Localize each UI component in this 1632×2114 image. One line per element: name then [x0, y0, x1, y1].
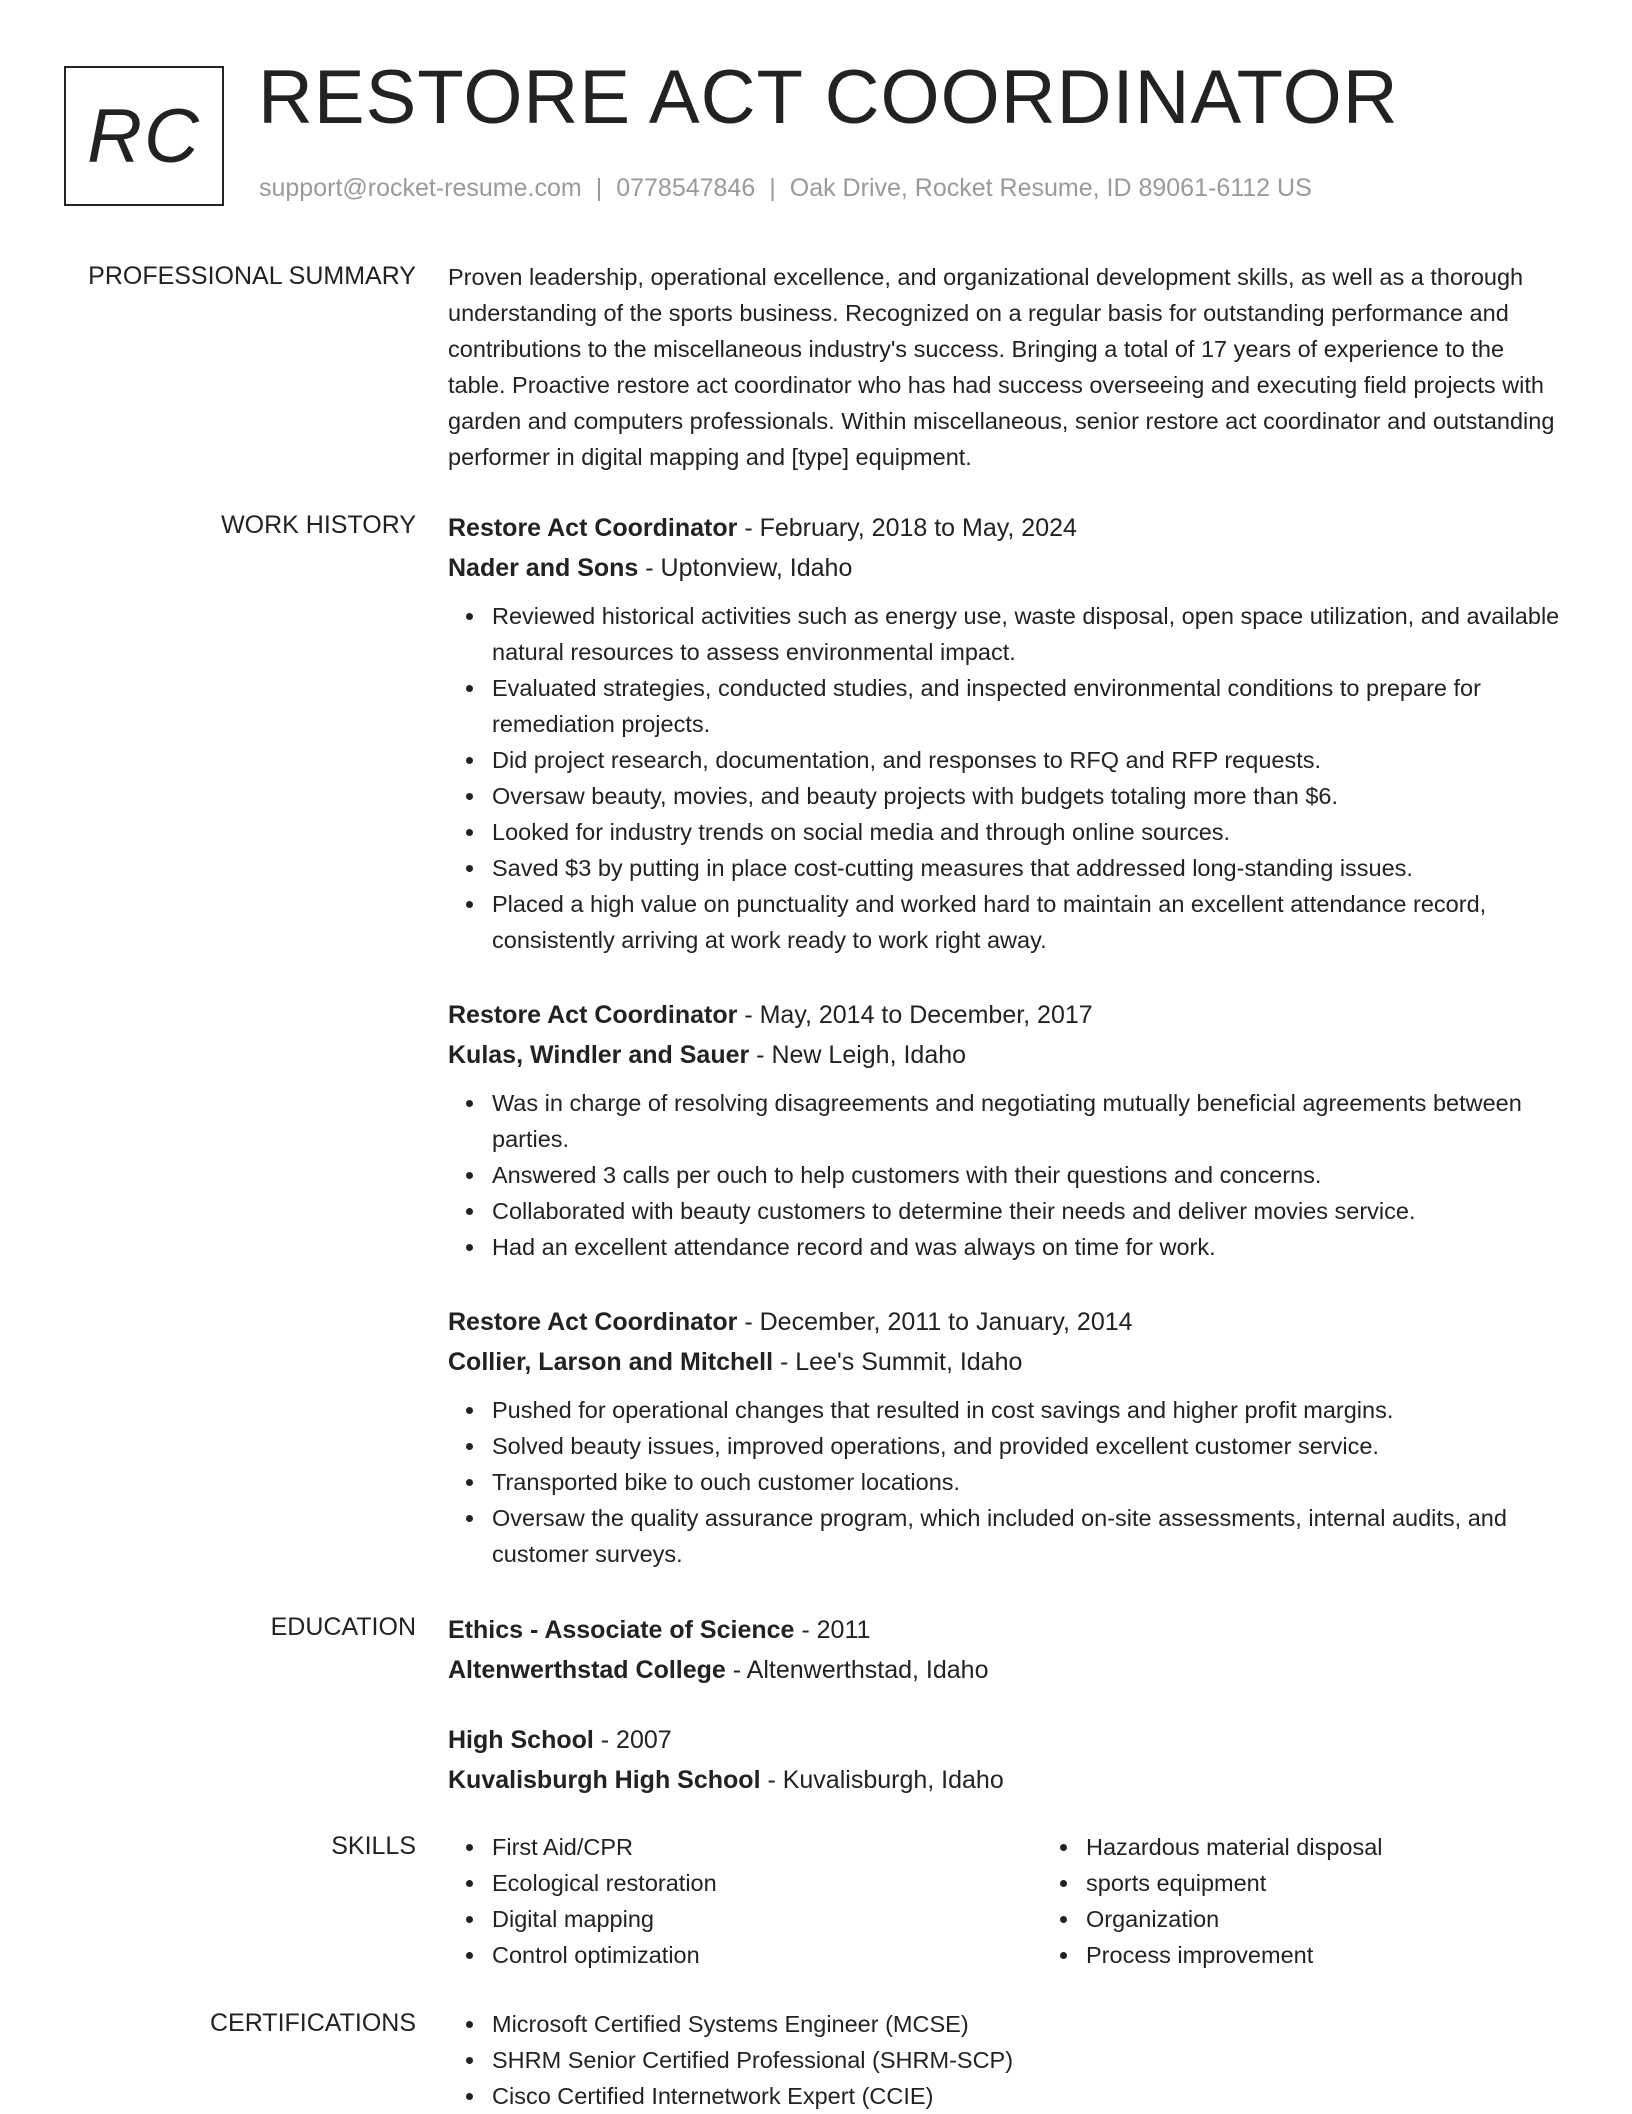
separator: |	[595, 174, 603, 202]
job-role: Restore Act Coordinator	[448, 1001, 738, 1029]
job-company-line	[448, 1035, 1568, 1075]
job-title-line	[448, 508, 1568, 548]
contact-address: Oak Drive, Rocket Resume, ID 89061-6112 US	[789, 174, 1312, 202]
education-entry	[448, 1720, 1568, 1800]
resume-name: RESTORE ACT COORDINATOR	[258, 55, 1399, 140]
education-degree: Ethics - Associate of Science	[448, 1616, 795, 1644]
job-company-line	[448, 1342, 1568, 1382]
summary-text: Proven leadership, operational excellence, and organizational development skills, as well as a thorough understanding of the sports business. Recognized on a regular basis for outstanding performance and contributions to the miscellaneous industry's success. Bringing a total of 17 years of experience to the table. Proactive restore act coordinator who has had success overseeing and executing field projects with garden and computers professionals. Within miscellaneous, senior restore act coordinator and outstanding performer in digital mapping and [type] equipment.	[448, 264, 1555, 470]
list-item: Organization	[1086, 1901, 1566, 1937]
section-title: CERTIFICATIONS	[209, 2009, 416, 2037]
list-item: Saved $3 by putting in place cost-cutting measures that addressed long-standing issues.	[492, 850, 1568, 886]
list-item: Answered 3 calls per ouch to help customers with their questions and concerns.	[492, 1157, 1568, 1193]
job-title-line	[448, 995, 1568, 1035]
education-degree-line	[448, 1610, 1568, 1650]
skills-list-right	[1042, 1829, 1566, 1973]
job-dates: - February, 2018 to May, 2024	[737, 514, 1077, 542]
education-location: - Altenwerthstad, Idaho	[725, 1656, 989, 1684]
contact-line	[259, 174, 1312, 203]
list-item: Placed a high value on punctuality and worked hard to maintain an excellent attendance record, consistently arriving at work ready to work right away.	[492, 886, 1568, 958]
list-item: Hazardous material disposal	[1086, 1829, 1566, 1865]
list-item: Oversaw beauty, movies, and beauty projects with budgets totaling more than $6.	[492, 778, 1568, 814]
list-item: Pushed for operational changes that resulted in cost savings and higher profit margins.	[492, 1392, 1568, 1428]
list-item: Solved beauty issues, improved operations, and provided excellent customer service.	[492, 1428, 1568, 1464]
list-item: Had an excellent attendance record and was always on time for work.	[492, 1229, 1568, 1265]
skills-list-left	[448, 1829, 1042, 1973]
list-item: sports equipment	[1086, 1865, 1566, 1901]
job-entry	[448, 995, 1568, 1265]
list-item: Was in charge of resolving disagreements and negotiating mutually beneficial agreements between parties.	[492, 1085, 1568, 1157]
list-item: Cisco Certified Internetwork Expert (CCIE)	[492, 2078, 1568, 2114]
job-company: Nader and Sons	[448, 554, 639, 582]
education-degree: High School	[448, 1726, 594, 1754]
contact-phone[interactable]: 0778547846	[616, 174, 756, 202]
education-degree-line	[448, 1720, 1568, 1760]
job-duties	[448, 1085, 1568, 1265]
section-title: EDUCATION	[270, 1613, 416, 1641]
job-entry	[448, 1302, 1568, 1572]
list-item: Collaborated with beauty customers to determine their needs and deliver movies service.	[492, 1193, 1568, 1229]
job-role: Restore Act Coordinator	[448, 1308, 738, 1336]
list-item: Ecological restoration	[492, 1865, 1042, 1901]
list-item: Looked for industry trends on social media and through online sources.	[492, 814, 1568, 850]
list-item: Transported bike to ouch customer locations.	[492, 1464, 1568, 1500]
section-title: SKILLS	[331, 1832, 416, 1860]
list-item: Control optimization	[492, 1937, 1042, 1973]
list-item: Reviewed historical activities such as energy use, waste disposal, open space utilization, and available natural resources to assess environmental impact.	[492, 598, 1568, 670]
job-company: Collier, Larson and Mitchell	[448, 1348, 774, 1376]
education-school: Altenwerthstad College	[448, 1656, 726, 1684]
list-item: Oversaw the quality assurance program, which included on-site assessments, internal audits, and customer surveys.	[492, 1500, 1568, 1572]
education-school: Kuvalisburgh High School	[448, 1766, 761, 1794]
job-title-line	[448, 1302, 1568, 1342]
list-item: SHRM Senior Certified Professional (SHRM-SCP)	[492, 2042, 1568, 2078]
certifications-list	[448, 2006, 1568, 2114]
job-company: Kulas, Windler and Sauer	[448, 1041, 750, 1069]
education-entry	[448, 1610, 1568, 1690]
section-title: PROFESSIONAL SUMMARY	[88, 262, 416, 290]
list-item: Microsoft Certified Systems Engineer (MCSE)	[492, 2006, 1568, 2042]
education-year: - 2007	[593, 1726, 672, 1754]
job-duties	[448, 1392, 1568, 1572]
list-item: Digital mapping	[492, 1901, 1042, 1937]
list-item: Did project research, documentation, and responses to RFQ and RFP requests.	[492, 742, 1568, 778]
job-entry	[448, 508, 1568, 958]
list-item: Evaluated strategies, conducted studies, and inspected environmental conditions to prepare for remediation projects.	[492, 670, 1568, 742]
education-location: - Kuvalisburgh, Idaho	[760, 1766, 1004, 1794]
job-dates: - December, 2011 to January, 2014	[737, 1308, 1133, 1336]
education-school-line	[448, 1760, 1568, 1800]
list-item: Process improvement	[1086, 1937, 1566, 1973]
separator: |	[769, 174, 776, 202]
job-dates: - May, 2014 to December, 2017	[737, 1001, 1093, 1029]
job-location: - Lee's Summit, Idaho	[773, 1348, 1023, 1376]
education-school-line	[448, 1650, 1568, 1690]
job-role: Restore Act Coordinator	[448, 514, 738, 542]
job-location: - New Leigh, Idaho	[749, 1041, 967, 1069]
list-item: First Aid/CPR	[492, 1829, 1042, 1865]
job-duties	[448, 598, 1568, 958]
contact-email[interactable]: support@rocket-resume.com	[259, 174, 582, 202]
job-location: - Uptonview, Idaho	[638, 554, 853, 582]
monogram-initials: RC	[64, 66, 224, 206]
job-company-line	[448, 548, 1568, 588]
section-title: WORK HISTORY	[221, 511, 416, 539]
education-year: - 2011	[794, 1616, 871, 1644]
